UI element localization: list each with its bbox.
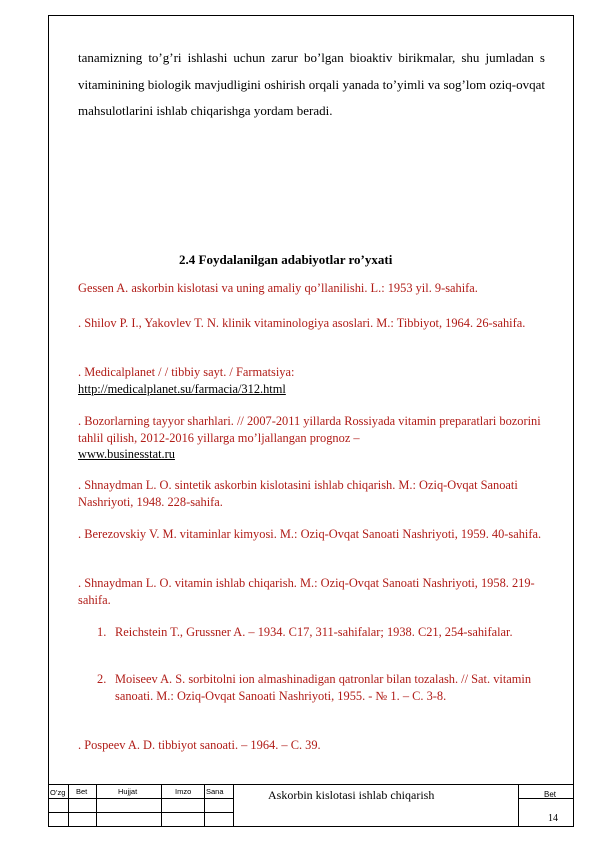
stamp-col-sana: Sana: [206, 787, 224, 796]
reference-5: . Shnaydman L. O. sintetik askorbin kislotasini ishlab chiqarish. M.: Oziq-Ovqat Sanoati Nashriyoti, 1948. 228-sahifa.: [78, 478, 518, 509]
reference-2: . Shilov P. I., Yakovlev T. N. klinik vitaminologiya asoslari. M.: Tibbiyot, 1964. 26-sahifa.: [78, 316, 526, 330]
reference-3-text: . Medicalplanet / / tibbiy sayt. / Farmatsiya:: [78, 365, 295, 379]
reference-3: [78, 364, 548, 397]
reference-3-link[interactable]: http://medicalplanet.su/farmacia/312.html: [78, 381, 286, 396]
reference-4-link[interactable]: www.businesstat.ru: [78, 447, 175, 461]
stamp-col-bet: Bet: [76, 787, 88, 796]
numbered-reference-1-number: 1.: [97, 625, 107, 639]
reference-6: . Berezovskiy V. M. vitaminlar kimyosi. M.: Oziq-Ovqat Sanoati Nashriyoti, 1959. 40-sahifa.: [78, 527, 542, 541]
stamp-col-imzo: Imzo: [175, 787, 192, 796]
intro-paragraph: tanamizning to’g’ri ishlashi uchun zarur bo’lgan bioaktiv birikmalar, shu jumladan s vitaminining biologik mavjudligini oshirish orqali yanada to’yimli va sog’lom oziq-ovqat mahsulotlarini ishlab chiqarishga yordam beradi.: [78, 50, 545, 118]
reference-4-text: . Bozorlarning tayyor sharhlari. // 2007-2011 yillarda Rossiyada vitamin preparatlari bozorini tahlil qilish, 2012-2016 yillarga mo’ljallangan prognoz –: [78, 414, 541, 445]
numbered-reference-2-text: Moiseev A. S. sorbitolni ion almashinadigan qatronlar bilan tozalash. // Sat. vitamin sanoati. M.: Oziq-Ovqat Sanoati Nashriyoti, 1955. - № 1. – C. 3-8.: [115, 672, 532, 703]
stamp-col-ozg: O’zg: [50, 788, 66, 797]
title-block: [48, 784, 574, 827]
section-heading: 2.4 Foydalanilgan adabiyotlar ro’yxati: [179, 252, 393, 267]
reference-7: . Shnaydman L. O. vitamin ishlab chiqarish. M.: Oziq-Ovqat Sanoati Nashriyoti, 1958. 219-sahifa.: [78, 576, 535, 607]
page-number: 14: [548, 813, 558, 824]
reference-1: Gessen A. askorbin kislotasi va uning amaliy qo’llanilishi. L.: 1953 yil. 9-sahifa.: [78, 281, 478, 295]
numbered-reference-1-text: Reichstein T., Grussner A. – 1934. C17, 311-sahifalar; 1938. C21, 254-sahifalar.: [115, 625, 513, 639]
stamp-document-title: Askorbin kislotasi ishlab chiqarish: [268, 788, 435, 802]
numbered-reference-2: [97, 671, 547, 704]
reference-4: [78, 413, 548, 463]
reference-8: . Pospeev A. D. tibbiyot sanoati. – 1964. – C. 39.: [78, 738, 321, 752]
stamp-col-hujjat: Hujjat: [118, 787, 138, 796]
numbered-reference-2-number: 2.: [97, 672, 107, 686]
stamp-bet-label: Bet: [544, 790, 557, 799]
numbered-reference-1: [97, 624, 547, 641]
